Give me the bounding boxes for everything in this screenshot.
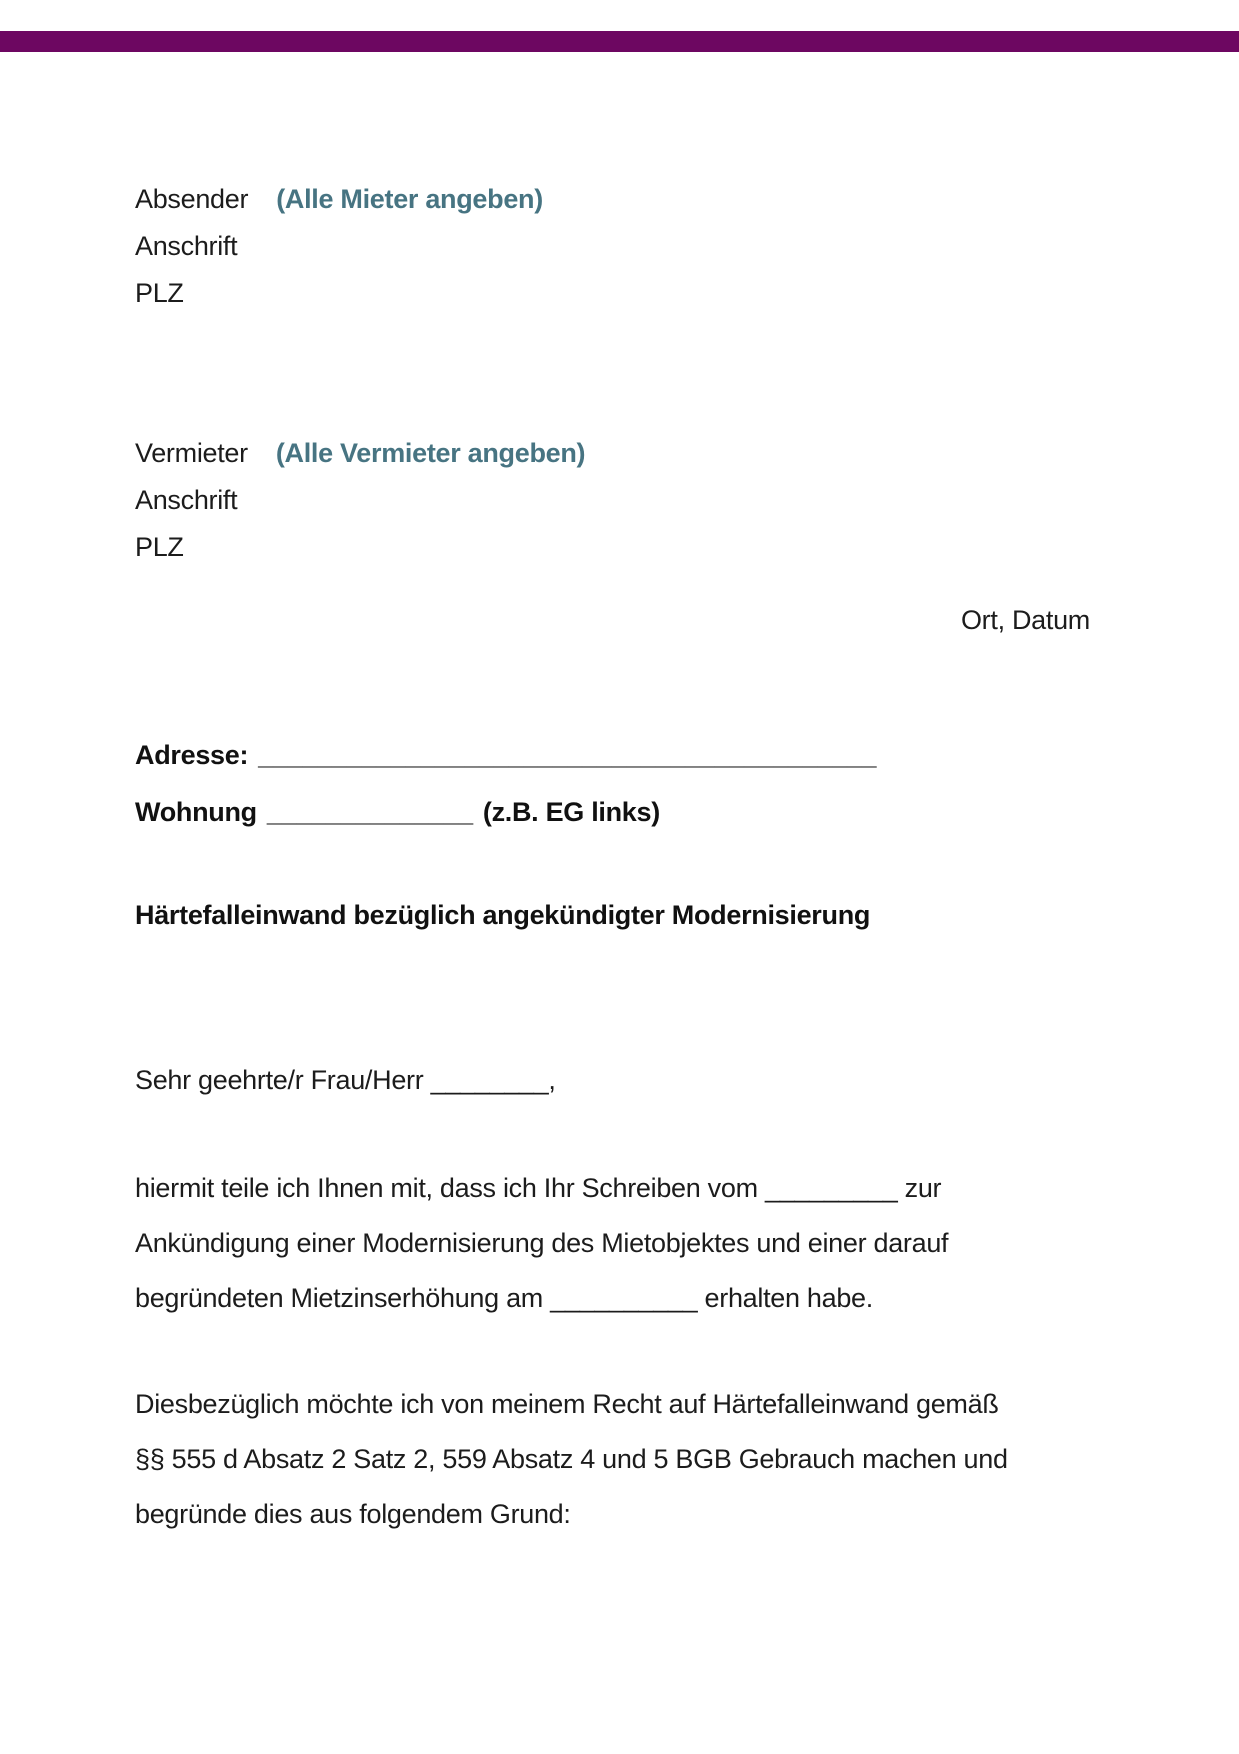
paragraph-2 [135, 1377, 1008, 1542]
subject-line: Härtefalleinwand bezüglich angekündigter Modernisierung [135, 900, 871, 930]
landlord-hint: (Alle Vermieter angeben) [275, 438, 586, 468]
landlord-label: Vermieter [135, 438, 248, 468]
top-accent-bar [0, 31, 1239, 52]
sender-line-1 [135, 176, 543, 223]
apartment-suffix: (z.B. EG links) [482, 797, 660, 827]
salutation-line: Sehr geehrte/r Frau/Herr ________, [135, 1065, 556, 1095]
apartment-label: Wohnung [135, 797, 257, 827]
sender-hint: (Alle Mieter angeben) [276, 184, 543, 214]
paragraph-1-line-1: hiermit teile ich Ihnen mit, dass ich Ihr Schreiben vom _________ zur [135, 1173, 942, 1203]
paragraph-2-line-1: Diesbezüglich möchte ich von meinem Recht auf Härtefalleinwand gemäß [135, 1389, 999, 1419]
landlord-block [135, 430, 585, 571]
paragraph-1-line-3: begründeten Mietzinserhöhung am __________ erhalten habe. [135, 1283, 873, 1313]
paragraph-2-line-2: §§ 555 d Absatz 2 Satz 2, 559 Absatz 4 und 5 BGB Gebrauch machen und [135, 1444, 1008, 1474]
address-blank: __________________________________________ [258, 740, 877, 770]
apartment-line [135, 793, 660, 831]
landlord-line-1 [135, 430, 585, 477]
landlord-address-label: Anschrift [135, 485, 238, 515]
apartment-blank: ______________ [266, 797, 473, 827]
sender-address-label: Anschrift [135, 231, 238, 261]
place-date-line: Ort, Datum [960, 605, 1090, 635]
address-line [135, 736, 876, 774]
landlord-zip-label: PLZ [135, 532, 184, 562]
paragraph-2-line-3: begründe dies aus folgendem Grund: [135, 1499, 571, 1529]
paragraph-1 [135, 1161, 948, 1326]
sender-block [135, 176, 543, 317]
sender-zip-label: PLZ [135, 278, 184, 308]
sender-label: Absender [135, 184, 249, 214]
address-label: Adresse: [135, 740, 249, 770]
paragraph-1-line-2: Ankündigung einer Modernisierung des Mietobjektes und einer darauf [135, 1228, 949, 1258]
